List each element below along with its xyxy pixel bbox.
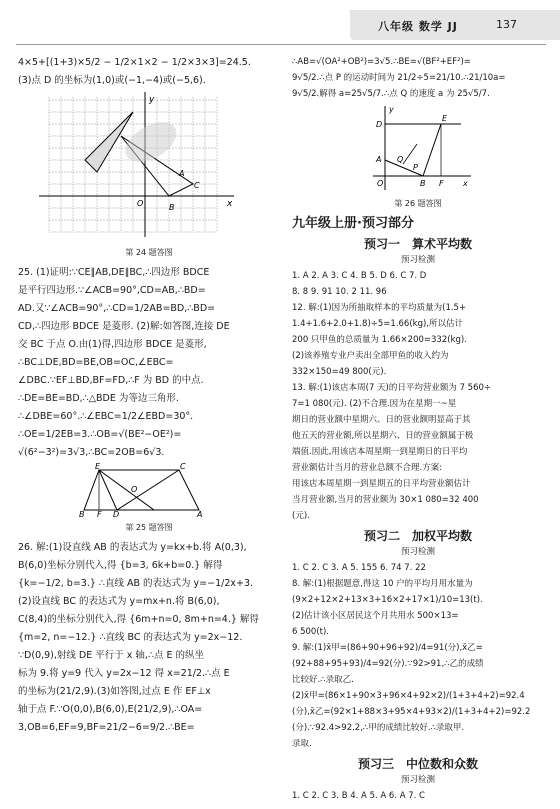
svg-text:C: C xyxy=(180,462,186,471)
q25-line-7: ∴DE=BE=BD,∴△BDE 为等边三角形. xyxy=(18,393,179,404)
l1-line-15: (元). xyxy=(292,511,310,521)
svg-text:y: y xyxy=(389,105,394,114)
header-divider xyxy=(16,44,546,45)
l1-line-0: 1. A 2. A 3. C 4. B 5. D 6. C 7. D xyxy=(292,271,427,281)
l2-line-4: 6 500(t). xyxy=(292,627,330,637)
l1-line-8: 7=1 080(元). (2)不合理.因为在星期一~星 xyxy=(292,399,457,409)
l2-line-3: (2)估计该小区居民这个月共用水 500×13= xyxy=(292,611,459,621)
svg-text:A: A xyxy=(197,510,203,517)
svg-text:B: B xyxy=(420,179,426,188)
svg-text:C: C xyxy=(194,181,200,190)
q26-line-3: (2)设直线 BC 的表达式为 y=mx+n.将 B(6,0), xyxy=(18,596,220,607)
svg-text:D: D xyxy=(376,120,383,129)
figure-26 xyxy=(363,104,473,194)
q26-line-10: 3,OB=6,EF=9,BF=21/2−6=9/2.∴BE= xyxy=(18,722,195,733)
lesson-1-title: 预习一 算术平均数 xyxy=(363,237,472,251)
svg-text:x: x xyxy=(227,199,233,209)
svg-text:O: O xyxy=(377,179,384,188)
q25-line-2: AD.又∵∠ACB=90°,∴CD=1/2AB=BD,∴BD= xyxy=(18,303,216,314)
page-header xyxy=(0,0,560,44)
q25-line-9: ∴OE=1/2EB=3.∴OB=√(BE²−OE²)= xyxy=(18,429,182,440)
lesson-2-title: 预习二 加权平均数 xyxy=(363,529,472,543)
figure-24-grid xyxy=(29,92,269,242)
l2-line-5: 9. 解:(1)x̄甲=(86+90+96+92)/4=91(分),x̄乙= xyxy=(292,643,483,653)
svg-text:F: F xyxy=(97,510,102,517)
q26-line-6: ∵D(0,9),射线 DE 平行于 x 轴,∴点 E 的纵坐 xyxy=(18,650,205,661)
svg-text:B: B xyxy=(79,510,85,517)
r-line-2: 9√5/2.∴点 P 的运动时间为 21/2÷5=21/10.∴21/10a= xyxy=(292,73,506,83)
l2-line-0: 1. C 2. C 3. A 5. 155 6. 74 7. 22 xyxy=(292,563,426,573)
svg-text:D: D xyxy=(113,510,120,517)
l1-line-3: 1.4+1.6+2.0+1.8)÷5=1.66(kg),所以估计 xyxy=(292,319,463,329)
page-number: 137 xyxy=(496,18,517,31)
q25-line-4: 交 BC 于点 O.由(1)得,四边形 BDCE 是菱形, xyxy=(18,339,207,350)
svg-text:A: A xyxy=(179,169,185,178)
lesson-3-check: 预习检测 xyxy=(400,775,435,785)
svg-text:A: A xyxy=(376,155,382,164)
q26-line-2: {k=−1/2, b=3.} ∴直线 AB 的表达式为 y=−1/2x+3. xyxy=(18,578,254,589)
lesson-1-check: 预习检测 xyxy=(400,255,435,265)
l1-line-7: 13. 解:(1)该店本周(7 天)的日平均营业额为 7 560÷ xyxy=(292,383,492,393)
right-column xyxy=(292,54,544,804)
svg-text:O: O xyxy=(131,485,138,494)
l1-line-13: 用该店本周星期一到星期五的日平均营业额估计 xyxy=(292,479,471,489)
lesson-2-check: 预习检测 xyxy=(400,547,435,557)
left-column xyxy=(18,54,280,737)
caption-26: 第 26 题答图 xyxy=(394,199,442,208)
q26-line-8: 的坐标为(21/2,9).(3)如答图,过点 E 作 EF⊥x xyxy=(18,686,211,697)
q25-line-10: √(6²−3²)=3√3,∴BC=2OB=6√3. xyxy=(18,447,165,458)
svg-text:O: O xyxy=(137,199,144,208)
l1-line-1: 8. 8 9. 91 10. 2 11. 96 xyxy=(292,287,387,297)
q26-line-7: 标为 9.将 y=9 代入 y=2x−12 得 x=21/2.∴点 E xyxy=(18,668,230,679)
q26-line-0: 26. 解:(1)设直线 AB 的表达式为 y=kx+b.将 A(0,3), xyxy=(18,542,247,553)
l1-line-14: 当月营业额,当月的营业额为 30×1 080=32 400 xyxy=(292,495,479,505)
svg-text:P: P xyxy=(413,163,418,172)
l2-line-9: (分),x̄乙=(92×1+88×3+95×4+93×2)/(1+3+4+2)=92.2 xyxy=(292,707,531,717)
l1-line-12: 营业额估计当月的营业总额不合理.方案: xyxy=(292,463,443,473)
q25-line-5: ∴BC⊥DE,BD=BE,OB=OC,∠EBC= xyxy=(18,357,174,368)
q23-line-1: 4×5+[(1+3)×5/2 − 1/2×1×2 − 1/2×3×3]=24.5. xyxy=(18,57,251,68)
svg-text:E: E xyxy=(95,462,101,471)
q25-line-3: CD,∴四边形 BDCE 是菱形. (2)解:如答图,连接 DE xyxy=(18,321,230,332)
q26-line-4: C(8,4)的坐标分别代入,得 {6m+n=0, 8m+n=4.} 解得 xyxy=(18,614,259,625)
q26-line-9: 轴于点 F.∵O(0,0),B(6,0),E(21/2,9),∴OA= xyxy=(18,704,203,715)
l2-line-2: (9×2+12×2+13×3+16×2+17×1)/10=13(t). xyxy=(292,595,483,605)
l1-line-5: (2)该养殖专业户卖出全部甲鱼的收入约为 xyxy=(292,351,449,361)
svg-text:Q: Q xyxy=(397,155,404,164)
l2-line-10: (分).∵92.4>92.2,∴甲的成绩比较好.∴录取甲. xyxy=(292,723,465,733)
header-title: 八年级 数学 JJ xyxy=(378,20,458,33)
figure-25 xyxy=(79,462,219,517)
svg-text:x: x xyxy=(463,179,468,188)
svg-text:E: E xyxy=(442,114,448,123)
l2-line-11: 录取. xyxy=(292,739,312,749)
r-line-1: ∴AB=√(OA²+OB²)=3√5.∴BE=√(BF²+EF²)= xyxy=(292,57,471,67)
l3-line-0: 1. C 2. C 3. B 4. A 5. A 6. A 7. C xyxy=(292,791,425,801)
l2-line-7: 比较好.∴录取乙. xyxy=(292,675,354,685)
q26-line-5: {m=2, n=−12.} ∴直线 BC 的表达式为 y=2x−12. xyxy=(18,632,243,643)
q23-line-2: (3)点 D 的坐标为(1,0)或(−1,−4)或(−5,6). xyxy=(18,75,206,86)
l1-line-10: 他五天的营业额,所以星期六、日的营业额属于极 xyxy=(292,431,474,441)
r-line-3: 9√5/2.解得 a=25√5/7.∴点 Q 的速度 a 为 25√5/7. xyxy=(292,89,490,99)
q25-line-1: 是平行四边形.∵∠ACB=90°,CD=AB,∴BD= xyxy=(18,285,206,296)
q26-line-1: B(6,0)坐标分别代入,得 {b=3, 6k+b=0.} 解得 xyxy=(18,560,223,571)
l1-line-6: 332×150=49 800(元). xyxy=(292,367,387,377)
l1-line-9: 期日的营业额中星期六、日的营业额明显高于其 xyxy=(292,415,471,425)
svg-text:F: F xyxy=(439,179,444,188)
section-title: 九年级上册·预习部分 xyxy=(292,216,414,231)
caption-25: 第 25 题答图 xyxy=(125,523,173,532)
caption-24: 第 24 题答图 xyxy=(125,248,173,257)
l1-line-4: 200 只甲鱼的总质量为 1.66×200=332(kg). xyxy=(292,335,467,345)
svg-text:y: y xyxy=(149,95,155,105)
lesson-3-title: 预习三 中位数和众数 xyxy=(357,757,478,771)
q25-line-0: 25. (1)证明:∵CE∥AB,DE∥BC,∴四边形 BDCE xyxy=(18,267,210,278)
l2-line-8: (2)x̄甲=(86×1+90×3+96×4+92×2)/(1+3+4+2)=92.4 xyxy=(292,691,525,701)
l2-line-6: (92+88+95+93)/4=92(分).∵92>91,∴乙的成绩 xyxy=(292,659,484,669)
svg-text:B: B xyxy=(169,203,175,212)
l1-line-11: 端值.因此,用该店本周星期一到星期日的日平均 xyxy=(292,447,468,457)
q25-line-8: ∴∠DBE=60°.∴∠EBC=1/2∠EBD=30°. xyxy=(18,411,194,422)
l2-line-1: 8. 解:(1)根据题意,得这 10 户的平均月用水量为 xyxy=(292,579,473,589)
q25-line-6: ∠DBC.∵EF⊥BD,BF=FD,∴F 为 BD 的中点. xyxy=(18,375,204,386)
l1-line-2: 12. 解:(1)因为所抽取样本的平均质量为(1.5+ xyxy=(292,303,467,313)
